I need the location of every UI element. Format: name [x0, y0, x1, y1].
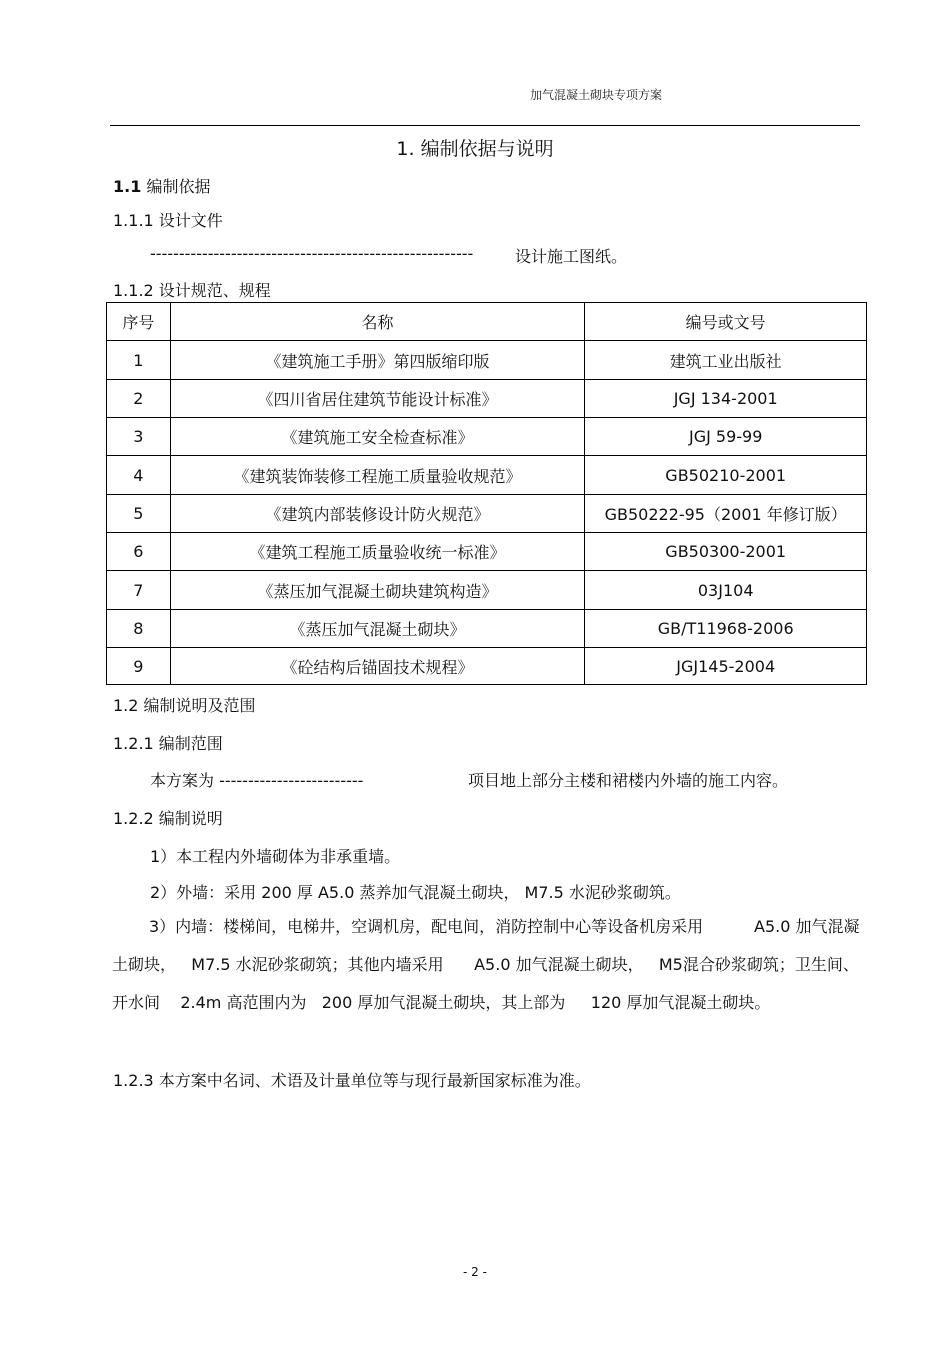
section-1-2-3: 1.2.3 本方案中名词、术语及计量单位等与现行最新国家标准为准。 — [113, 1071, 591, 1090]
table-row — [107, 571, 867, 610]
row-name: 《蒸压加气混凝土砌块》 — [170, 610, 585, 648]
row-code: JGJ 134-2001 — [585, 380, 867, 418]
row-index: 1 — [107, 341, 171, 380]
section-1-2-1: 1.2.1 编制范围 — [113, 734, 223, 753]
row-code: 03J104 — [585, 571, 867, 610]
row-code: GB/T11968-2006 — [585, 610, 867, 648]
header-index: 序号 — [107, 303, 171, 341]
table-header-row — [107, 303, 867, 341]
row-index: 5 — [107, 495, 171, 533]
note-item-1: 1）本工程内外墙砌体为非承重墙。 — [150, 847, 401, 866]
row-index: 9 — [107, 648, 171, 685]
design-docs-text: 设计施工图纸。 — [515, 247, 628, 266]
row-name: 《蒸压加气混凝土砌块建筑构造》 — [170, 571, 585, 610]
section-1-1-1: 1.1.1 设计文件 — [113, 211, 223, 230]
row-index: 8 — [107, 610, 171, 648]
table-row — [107, 648, 867, 685]
scope-text: 项目地上部分主楼和裙楼内外墙的施工内容。 — [468, 771, 789, 790]
table-row — [107, 456, 867, 495]
note-item-3: 3）内墙：楼梯间，电梯井，空调机房，配电间，消防控制中心等设备机房采用 A5.0 加气混凝土砌块， M7.5 水泥砂浆砌筑；其他内墙采用 A5.0 加气混凝土砌块， M5混合砂浆砌筑；卫生间、开水间 2.4m 高范围内为 200 厚加气混凝土砌块，其上部为 120 厚加气混凝土砌块。 — [112, 917, 860, 1012]
row-code: 建筑工业出版社 — [585, 341, 867, 380]
row-index: 4 — [107, 456, 171, 495]
page-title: 1. 编制依据与说明 — [396, 138, 554, 160]
table-row — [107, 341, 867, 380]
section-1-1 — [113, 174, 210, 197]
row-code: GB50300-2001 — [585, 533, 867, 571]
row-name: 《建筑工程施工质量验收统一标准》 — [170, 533, 585, 571]
row-code: GB50210-2001 — [585, 456, 867, 495]
header-code: 编号或文号 — [585, 303, 867, 341]
table-row — [107, 418, 867, 456]
row-index: 2 — [107, 380, 171, 418]
row-index: 7 — [107, 571, 171, 610]
section-1-2: 1.2 编制说明及范围 — [113, 696, 256, 715]
header-rule — [110, 125, 860, 126]
table-row — [107, 533, 867, 571]
row-name: 《四川省居住建筑节能设计标准》 — [170, 380, 585, 418]
design-docs-dashes: -------------------------------------------------------- — [150, 244, 474, 263]
row-name: 《建筑内部装修设计防火规范》 — [170, 495, 585, 533]
section-1-1-label: 编制依据 — [146, 177, 211, 196]
row-code: JGJ145-2004 — [585, 648, 867, 685]
section-1-2-2: 1.2.2 编制说明 — [113, 809, 223, 828]
header-name: 名称 — [170, 303, 585, 341]
section-1-1-2: 1.1.2 设计规范、规程 — [113, 281, 271, 300]
row-index: 6 — [107, 533, 171, 571]
row-index: 3 — [107, 418, 171, 456]
row-name: 《砼结构后锚固技术规程》 — [170, 648, 585, 685]
row-code: GB50222-95（2001 年修订版） — [585, 495, 867, 533]
page-number: - 2 - — [463, 1265, 487, 1279]
row-name: 《建筑施工手册》第四版缩印版 — [170, 341, 585, 380]
table-row — [107, 495, 867, 533]
page-header: 加气混凝土砌块专项方案 — [530, 88, 663, 102]
section-1-1-number: 1.1 — [113, 177, 142, 196]
scope-lead: 本方案为 ------------------------- — [150, 771, 364, 790]
row-name: 《建筑施工安全检查标准》 — [170, 418, 585, 456]
row-code: JGJ 59-99 — [585, 418, 867, 456]
note-item-2: 2）外墙：采用 200 厚 A5.0 蒸养加气混凝土砌块， M7.5 水泥砂浆砌筑。 — [150, 883, 681, 902]
table-row — [107, 610, 867, 648]
row-name: 《建筑装饰装修工程施工质量验收规范》 — [170, 456, 585, 495]
standards-table — [106, 302, 867, 685]
table-row — [107, 380, 867, 418]
